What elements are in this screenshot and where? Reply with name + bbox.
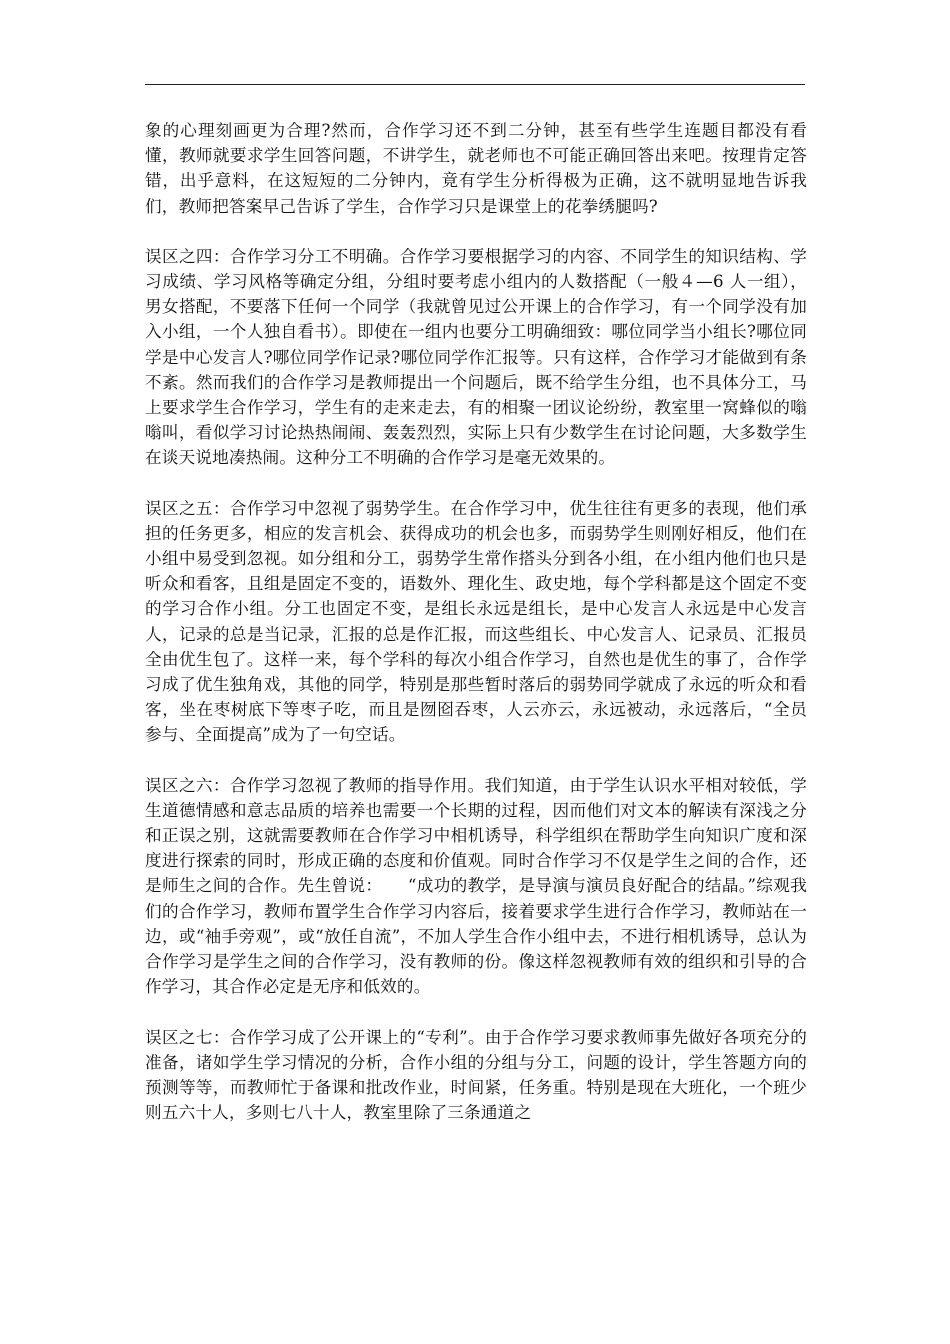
paragraph-misconception-5: 误区之五：合作学习中忽视了弱势学生。在合作学习中，优生往往有更多的表现，他们承担的任务更多，相应的发言机会、获得成功的机会也多，而弱势学生则刚好相反，他们在小组中易受到忽视。如分组和分工，弱势学生常作搭头分到各小组，在小组内他们也只是听众和看客，且组是固定不变的，语数外、理化生、政史地，每个学科都是这个固定不变的学习合作小组。分工也固定不变，是组长永远是组长，是中心发言人永远是中心发言人，记录的总是当记录，汇报的总是作汇报，而这些组长、中心发言人、记录员、汇报员全由优生包了。这样一来，每个学科的每次小组合作学习，自然也是优生的事了，合作学习成了优生独角戏，其他的同学，特别是那些暂时落后的弱势同学就成了永远的听众和看客，坐在枣树底下等枣子吃，而且是囫囵吞枣，人云亦云，永远被动，永远落后，“全员参与、全面提高”成为了一句空话。 <box>145 498 807 745</box>
header-rule <box>145 84 805 85</box>
paragraph-continuation: 象的心理刻画更为合理?然而，合作学习还不到二分钟，甚至有些学生连题目都没有看懂，教师就要求学生回答问题，不讲学生，就老师也不可能正确回答出来吧。按理肯定答错，出乎意料，在这短短的二分钟内，竟有学生分析得极为正确，这不就明显地告诉我们，教师把答案早己告诉了学生，合作学习只是课堂上的花拳绣腿吗? <box>145 121 807 216</box>
paragraph-misconception-6: 误区之六：合作学习忽视了教师的指导作用。我们知道，由于学生认识水平相对较低，学生道德情感和意志品质的培养也需要一个长期的过程，因而他们对文本的解读有深浅之分和正误之别，这就需要教师在合作学习中相机诱导，科学组织在帮助学生向知识广度和深度进行探索的同时，形成正确的态度和价值观。同时合作学习不仅是学生之间的合作，还是师生之间的合作。先生曾说： “成功的教学，是导演与演员良好配合的结晶。”综观我们的合作学习，教师布置学生合作学习内容后，接着要求学生进行合作学习，教师站在一边，或“袖手旁观”，或“放任自流”，不加人学生合作小组中去，不进行相机诱导，总认为合作学习是学生之间的合作学习，没有教师的份。像这样忽视教师有效的组织和引导的合作学习，其合作必定是无序和低效的。 <box>145 775 807 997</box>
document-body <box>145 118 807 1150</box>
paragraph-misconception-4: 误区之四：合作学习分工不明确。合作学习要根据学习的内容、不同学生的知识结构、学习成绩、学习风格等确定分组，分组时要考虑小组内的人数搭配（一般４—6 人一组），男女搭配，不要落下任何一个同学（我就曾见过公开课上的合作学习，有一个同学没有加入小组，一个人独自看书）。即使在一组内也要分工明确细致：哪位同学当小组长?哪位同学是中心发言人?哪位同学作记录?哪位同学作汇报等。只有这样，合作学习才能做到有条不紊。然而我们的合作学习是教师提出一个问题后，既不给学生分组，也不具体分工，马上要求学生合作学习，学生有的走来走去，有的相聚一团议论纷纷，教室里一窝蜂似的嗡嗡叫，看似学习讨论热热闹闹、轰轰烈烈，实际上只有少数学生在讨论问题，大多数学生在谈天说地凑热闹。这种分工不明确的合作学习是毫无效果的。 <box>145 246 807 468</box>
paragraph-misconception-7: 误区之七：合作学习成了公开课上的“专利”。由于合作学习要求教师事先做好各项充分的准备，诸如学生学习情况的分析，合作小组的分组与分工，问题的设计，学生答题方向的预测等等，而教师忙于备课和批改作业，时间紧，任务重。特别是现在大班化，一个班少则五六十人，多则七八十人，教室里除了三条通道之 <box>145 1027 807 1123</box>
